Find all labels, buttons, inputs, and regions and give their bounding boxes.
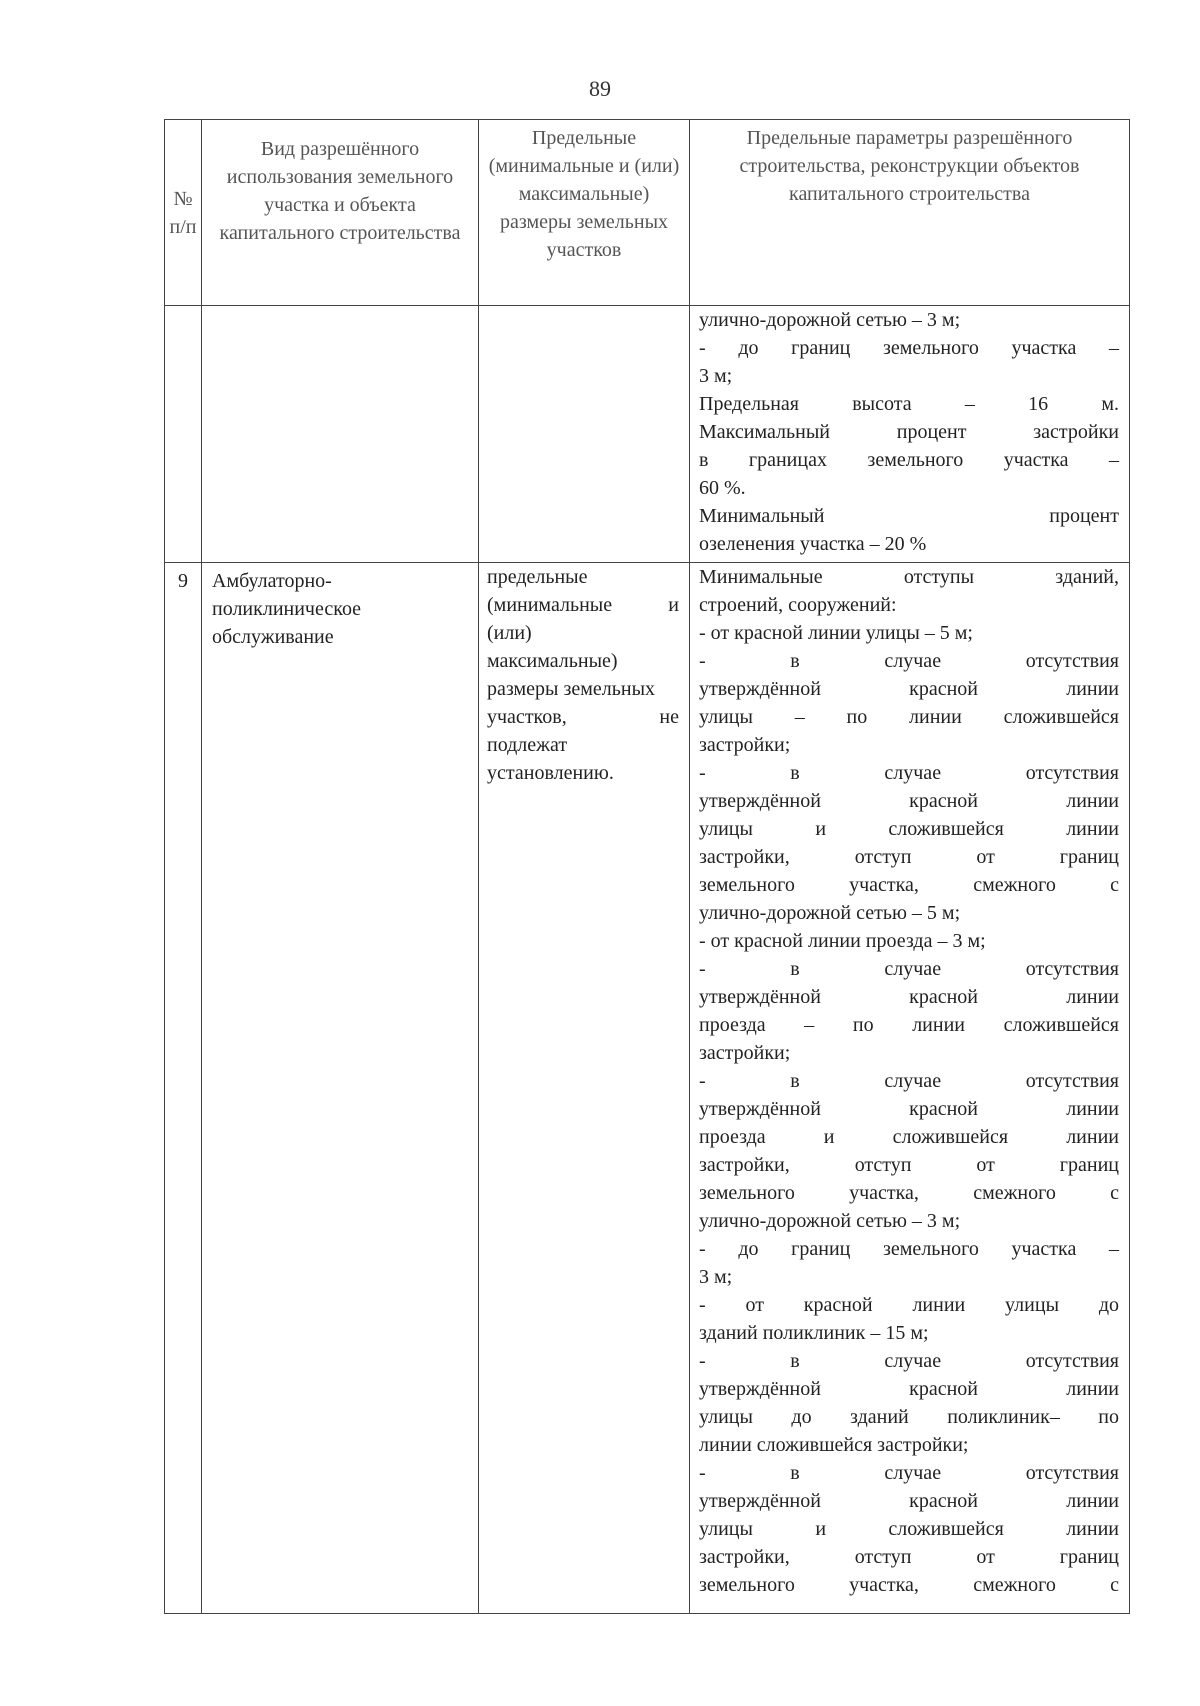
text-line: участков, не bbox=[487, 706, 679, 728]
text-line: установлению. bbox=[487, 762, 614, 784]
text-line: Амбулаторно- bbox=[212, 570, 332, 592]
cell-params bbox=[690, 306, 1130, 563]
text-line: улицы и сложившейся линии bbox=[699, 818, 1119, 840]
text-line: земельного участка, смежного с bbox=[699, 1182, 1119, 1204]
table-row bbox=[165, 563, 1130, 1614]
cell-number: 9 bbox=[165, 563, 202, 1614]
text-line: Минимальный процент bbox=[699, 505, 1119, 527]
text-line: - в случае отсутствия bbox=[699, 1070, 1119, 1092]
header-plot-size: Предельные (минимальные и (или) максимальные) размеры земельных участков bbox=[479, 120, 690, 306]
text-line: - до границ земельного участка – bbox=[699, 337, 1119, 359]
text-line: - в случае отсутствия bbox=[699, 958, 1119, 980]
text-line: зданий поликлиник – 15 м; bbox=[699, 1322, 929, 1344]
text-line: утверждённой красной линии bbox=[699, 1378, 1119, 1400]
text-line: застройки; bbox=[699, 734, 791, 756]
text-line: предельные bbox=[487, 566, 588, 588]
text-line: улицы до зданий поликлиник– по bbox=[699, 1406, 1119, 1428]
text-line: проезда – по линии сложившейся bbox=[699, 1014, 1119, 1036]
text-line: поликлиническое bbox=[212, 598, 362, 620]
text-line: - до границ земельного участка – bbox=[699, 1238, 1119, 1260]
text-line: - от красной линии улицы – 5 м; bbox=[699, 622, 973, 644]
text-line: утверждённой красной линии bbox=[699, 1098, 1119, 1120]
text-line: утверждённой красной линии bbox=[699, 1490, 1119, 1512]
text-line: земельного участка, смежного с bbox=[699, 1574, 1119, 1596]
text-line: утверждённой красной линии bbox=[699, 986, 1119, 1008]
cell-number bbox=[165, 306, 202, 563]
text-line: улично-дорожной сетью – 5 м; bbox=[699, 902, 961, 924]
text-line: - в случае отсутствия bbox=[699, 762, 1119, 784]
regulations-table bbox=[164, 119, 1130, 1614]
text-line: застройки, отступ от границ bbox=[699, 1154, 1119, 1176]
text-line: 3 м; bbox=[699, 365, 733, 387]
text-line: утверждённой красной линии bbox=[699, 790, 1119, 812]
text-line: линии сложившейся застройки; bbox=[699, 1434, 969, 1456]
text-line: максимальные) bbox=[487, 650, 618, 672]
page-number: 89 bbox=[589, 76, 611, 101]
text-line: - в случае отсутствия bbox=[699, 650, 1119, 672]
text-line: застройки, отступ от границ bbox=[699, 846, 1119, 868]
text-line: Максимальный процент застройки bbox=[699, 421, 1119, 443]
text-line: 60 %. bbox=[699, 477, 746, 499]
text-line: озеленения участка – 20 % bbox=[699, 533, 927, 555]
text-line: улицы – по линии сложившейся bbox=[699, 706, 1119, 728]
text-line: в границах земельного участка – bbox=[699, 449, 1119, 471]
text-line: 3 м; bbox=[699, 1266, 733, 1288]
text-line: улицы и сложившейся линии bbox=[699, 1518, 1119, 1540]
text-line: - в случае отсутствия bbox=[699, 1462, 1119, 1484]
table-row bbox=[165, 306, 1130, 563]
header-number bbox=[165, 120, 202, 306]
text-line: строений, сооружений: bbox=[699, 594, 897, 616]
text-line: улично-дорожной сетью – 3 м; bbox=[699, 309, 961, 331]
text-line: размеры земельных bbox=[487, 678, 656, 700]
header-use-type: Вид разрешённого использования земельного участка и объекта капитального строительства bbox=[202, 120, 479, 306]
text-line: Минимальные отступы зданий, bbox=[699, 566, 1119, 588]
text-line: - от красной линии улицы до bbox=[699, 1294, 1119, 1316]
text-line: - от красной линии проезда – 3 м; bbox=[699, 930, 986, 952]
text-line: (или) bbox=[487, 622, 532, 644]
text-line: улично-дорожной сетью – 3 м; bbox=[699, 1210, 961, 1232]
cell-use-type bbox=[202, 563, 479, 1614]
text-line: земельного участка, смежного с bbox=[699, 874, 1119, 896]
text-line: - в случае отсутствия bbox=[699, 1350, 1119, 1372]
text-line: застройки; bbox=[699, 1042, 791, 1064]
cell-use-type bbox=[202, 306, 479, 563]
text-line: Предельная высота – 16 м. bbox=[699, 393, 1119, 415]
header-params: Предельные параметры разрешённого строительства, реконструкции объектов капитального строительства bbox=[690, 120, 1130, 306]
table-header-row bbox=[165, 120, 1130, 306]
text-line: (минимальные и bbox=[487, 594, 679, 616]
cell-plot-size bbox=[479, 306, 690, 563]
header-number-line: № bbox=[173, 187, 193, 210]
text-line: утверждённой красной линии bbox=[699, 678, 1119, 700]
text-line: обслуживание bbox=[212, 626, 334, 648]
text-line: подлежат bbox=[487, 734, 568, 756]
cell-params bbox=[690, 563, 1130, 1614]
text-line: застройки, отступ от границ bbox=[699, 1546, 1119, 1568]
cell-plot-size bbox=[479, 563, 690, 1614]
text-line: проезда и сложившейся линии bbox=[699, 1126, 1119, 1148]
header-number-line: п/п bbox=[169, 215, 197, 238]
